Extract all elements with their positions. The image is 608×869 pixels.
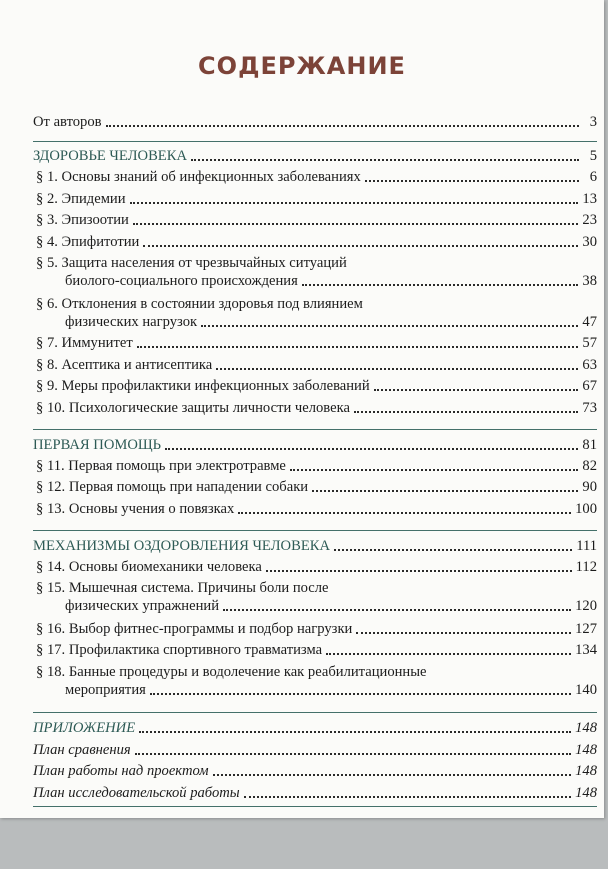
toc-entry-13[interactable] [36, 500, 597, 518]
entry-page: 127 [575, 621, 597, 637]
toc-entry-9[interactable] [36, 377, 597, 395]
entry-page: 23 [582, 212, 597, 228]
toc-entry-7[interactable] [36, 334, 597, 352]
leader-dots [139, 730, 571, 733]
entry-page: 81 [582, 437, 597, 453]
toc-entry-11[interactable] [36, 457, 597, 475]
toc-section-first-aid[interactable] [33, 436, 597, 454]
entry-page: 57 [582, 335, 597, 351]
entry-title: План исследовательской работы [33, 785, 240, 801]
leader-dots [374, 388, 579, 391]
entry-title: § 1. Основы знаний об инфекционных заболеваниях [36, 169, 361, 185]
entry-page: 13 [582, 191, 597, 207]
entry-page: 30 [582, 234, 597, 250]
leader-dots [106, 124, 579, 127]
leader-dots [244, 795, 571, 798]
toc-entry-12[interactable] [36, 478, 597, 496]
entry-title: § 12. Первая помощь при нападении собаки [36, 479, 309, 495]
toc-entry-17[interactable] [36, 641, 597, 659]
toc-entry-1[interactable] [36, 168, 597, 186]
entry-page: 148 [575, 720, 597, 736]
leader-dots [326, 652, 571, 655]
entry-page: 148 [575, 763, 597, 779]
leader-dots [165, 447, 578, 450]
entry-title-line1: § 18. Банные процедуры и водолечение как реабилитационные [36, 664, 427, 680]
section-title: ЗДОРОВЬЕ ЧЕЛОВЕКА [33, 148, 187, 164]
section-separator [33, 530, 597, 531]
toc-entry-16[interactable] [36, 620, 597, 638]
section-title: ПРИЛОЖЕНИЕ [33, 720, 136, 736]
toc-entry-project-plan[interactable] [33, 762, 597, 780]
entry-page: 90 [582, 479, 597, 495]
leader-dots [216, 367, 578, 370]
entry-page: 3 [589, 114, 597, 130]
entry-title-line1: § 6. Отклонения в состоянии здоровья под влиянием [36, 296, 363, 312]
entry-title: § 7. Иммунитет [36, 335, 133, 351]
entry-page: 148 [575, 742, 597, 758]
section-title: МЕХАНИЗМЫ ОЗДОРОВЛЕНИЯ ЧЕЛОВЕКА [33, 538, 331, 554]
entry-page: 120 [575, 598, 597, 614]
toc-entry-8[interactable] [36, 356, 597, 374]
leader-dots [266, 569, 572, 572]
leader-dots [354, 410, 578, 413]
leader-dots [133, 222, 579, 225]
entry-title: § 11. Первая помощь при электротравме [36, 458, 286, 474]
entry-title: § 16. Выбор фитнес-программы и подбор нагрузки [36, 621, 353, 637]
entry-title: § 3. Эпизоотии [36, 212, 129, 228]
entry-title: План сравнения [33, 742, 131, 758]
entry-title: § 4. Эпифитотии [36, 234, 140, 250]
toc-entry-3[interactable] [36, 211, 597, 229]
entry-page: 38 [582, 273, 597, 289]
toc-section-recovery[interactable] [33, 537, 597, 555]
entry-page: 82 [582, 458, 597, 474]
toc-entry-4[interactable] [36, 233, 597, 251]
entry-page: 73 [582, 400, 597, 416]
section-separator [33, 141, 597, 142]
toc-entry-research-plan[interactable] [33, 784, 597, 802]
entry-page: 67 [582, 378, 597, 394]
toc-entry-5[interactable] [36, 254, 597, 290]
entry-title-line2: биолого-социального происхождения [65, 273, 298, 289]
leader-dots [135, 752, 571, 755]
entry-page: 63 [582, 357, 597, 373]
entry-title: § 8. Асептика и антисептика [36, 357, 213, 373]
entry-title: От авторов [33, 114, 102, 130]
page-title: СОДЕРЖАНИЕ [198, 52, 406, 80]
entry-page: 6 [589, 169, 597, 185]
toc-section-appendix[interactable] [33, 719, 597, 737]
section-separator [33, 429, 597, 430]
section-separator [33, 806, 597, 807]
leader-dots [150, 692, 571, 695]
leader-dots [356, 631, 571, 634]
toc-entry-14[interactable] [36, 558, 597, 576]
entry-page: 47 [582, 314, 597, 330]
leader-dots [143, 244, 578, 247]
leader-dots [130, 201, 579, 204]
entry-page: 111 [576, 538, 597, 554]
leader-dots [290, 468, 578, 471]
entry-page: 5 [589, 148, 597, 164]
leader-dots [191, 158, 579, 161]
toc-entry-6[interactable] [36, 295, 597, 331]
toc-entry-comparison-plan[interactable] [33, 741, 597, 759]
toc-entry-18[interactable] [36, 663, 597, 699]
entry-title: § 14. Основы биомеханики человека [36, 559, 262, 575]
leader-dots [238, 511, 571, 514]
leader-dots [213, 773, 572, 776]
toc-section-health[interactable] [33, 147, 597, 165]
toc-entry-from-authors[interactable] [33, 113, 597, 131]
leader-dots [302, 283, 579, 286]
entry-page: 148 [575, 785, 597, 801]
entry-title-line2: физических нагрузок [65, 314, 198, 330]
entry-page: 112 [575, 559, 597, 575]
entry-title: § 13. Основы учения о повязках [36, 501, 235, 517]
entry-title-line1: § 5. Защита населения от чрезвычайных ситуаций [36, 255, 347, 271]
leader-dots [312, 489, 578, 492]
entry-page: 134 [575, 642, 597, 658]
toc-entry-10[interactable] [36, 399, 597, 417]
toc-entry-15[interactable] [36, 579, 597, 615]
entry-title: § 17. Профилактика спортивного травматизма [36, 642, 323, 658]
entry-page: 140 [575, 682, 597, 698]
entry-title-line1: § 15. Мышечная система. Причины боли после [36, 580, 329, 596]
toc-entry-2[interactable] [36, 190, 597, 208]
entry-page: 100 [575, 501, 597, 517]
entry-title-line2: физических упражнений [65, 598, 220, 614]
entry-title: § 2. Эпидемии [36, 191, 126, 207]
leader-dots [201, 324, 578, 327]
entry-title: План работы над проектом [33, 763, 209, 779]
entry-title: § 10. Психологические защиты личности человека [36, 400, 350, 416]
leader-dots [223, 608, 571, 611]
entry-title-line2: мероприятия [65, 682, 146, 698]
section-title: ПЕРВАЯ ПОМОЩЬ [33, 437, 162, 453]
entry-title: § 9. Меры профилактики инфекционных заболеваний [36, 378, 370, 394]
leader-dots [334, 548, 572, 551]
section-separator [33, 712, 597, 713]
leader-dots [365, 179, 579, 182]
leader-dots [137, 345, 579, 348]
